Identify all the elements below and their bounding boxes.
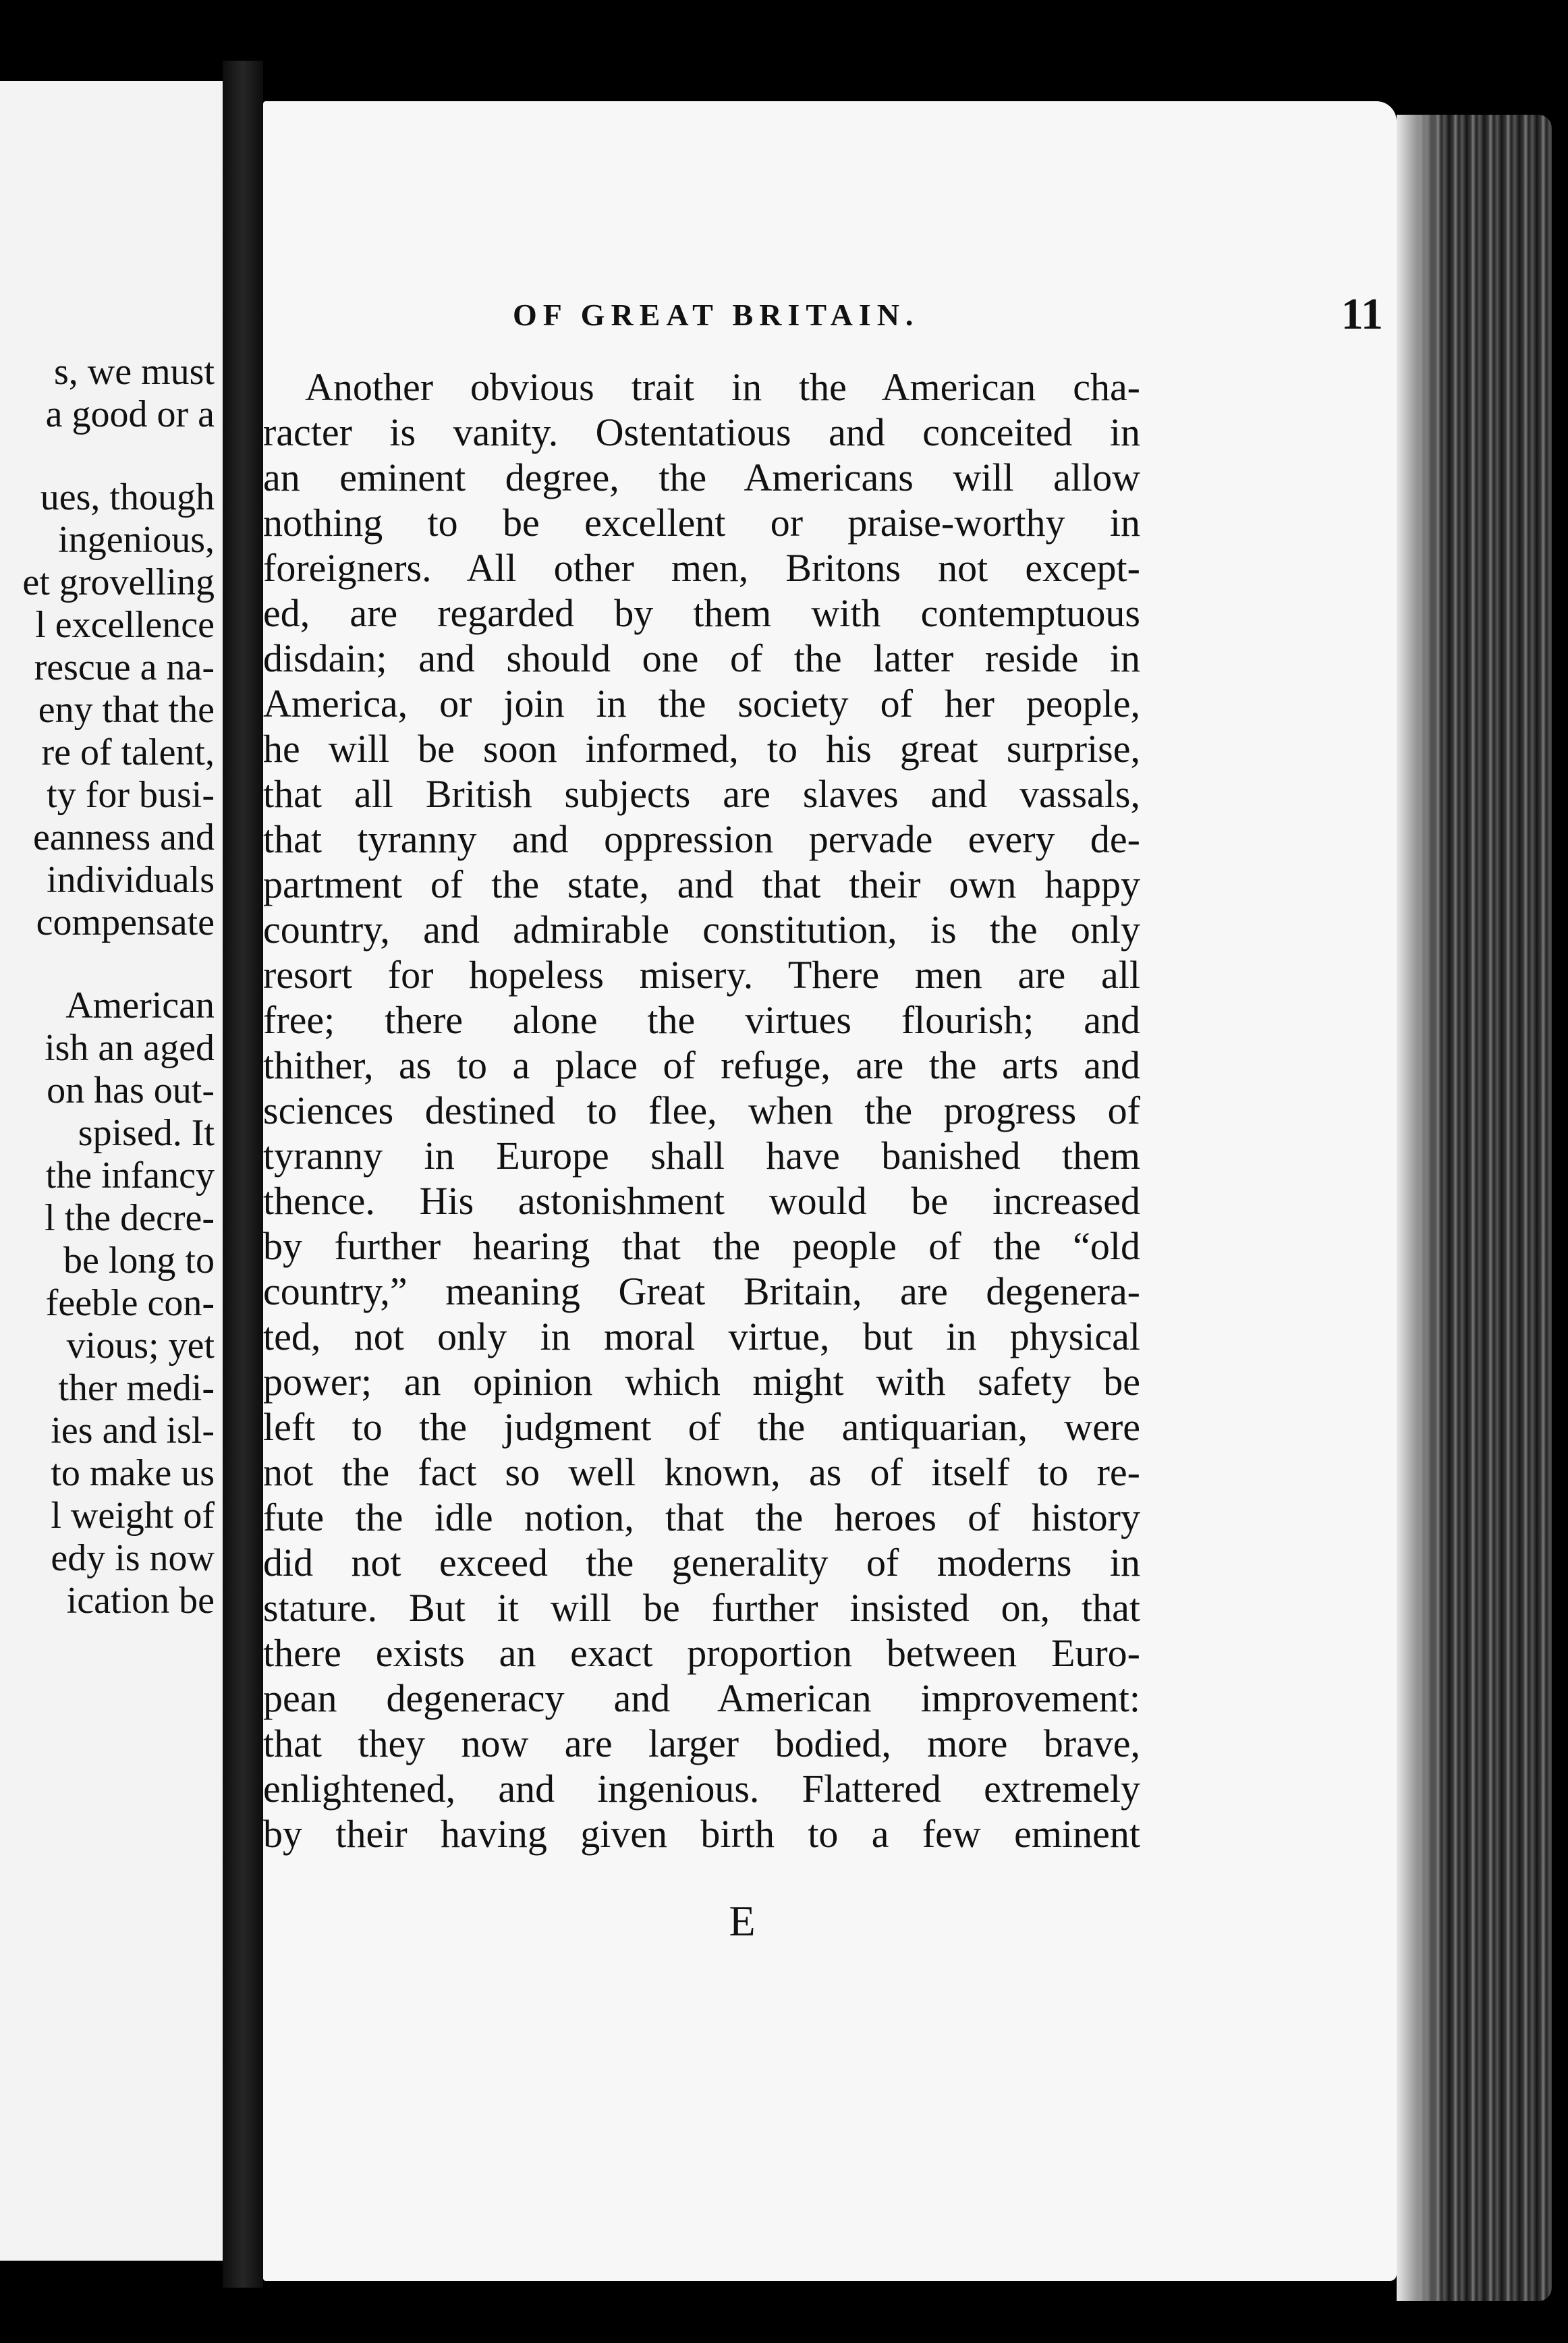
- text-line: country,” meaning Great Britain, are degenera-: [263, 1269, 1140, 1313]
- text-line: racter is vanity. Ostentatious and conceited in: [263, 410, 1140, 454]
- text-line: that they now are larger bodied, more brave,: [263, 1721, 1140, 1765]
- signature-mark: E: [729, 1897, 756, 1945]
- left-page-line: individuals: [47, 859, 215, 901]
- left-page-line: re of talent,: [41, 732, 215, 773]
- left-page-line: [0, 944, 215, 985]
- text-line: nothing to be excellent or praise-worthy in: [263, 501, 1140, 545]
- text-line: an eminent degree, the Americans will allow: [263, 456, 1140, 499]
- left-page-line: a good or a: [45, 393, 215, 435]
- text-line: sciences destined to flee, when the progress of: [263, 1088, 1140, 1132]
- right-page: [263, 101, 1397, 2281]
- left-page-line: ish an aged: [45, 1027, 215, 1069]
- text-line: disdain; and should one of the latter reside in: [263, 636, 1140, 680]
- text-line: foreigners. All other men, Britons not except-: [263, 546, 1140, 590]
- left-page-line: ication be: [66, 1580, 215, 1622]
- text-line: there exists an exact proportion between Euro-: [263, 1631, 1140, 1675]
- left-page-line: feeble con-: [45, 1282, 215, 1324]
- left-page-line: ues, though: [40, 476, 215, 518]
- left-page-line: to make us: [51, 1452, 215, 1494]
- left-page-line: be long to: [63, 1240, 215, 1281]
- text-line: ted, not only in moral virtue, but in physical: [263, 1315, 1140, 1358]
- text-line: did not exceed the generality of moderns in: [263, 1541, 1140, 1584]
- left-page-line: compensate: [36, 902, 215, 943]
- left-page-line: American: [65, 985, 215, 1026]
- text-line: resort for hopeless misery. There men are all: [263, 953, 1140, 997]
- text-line: by their having given birth to a few eminent: [263, 1812, 1140, 1856]
- text-line: country, and admirable constitution, is the only: [263, 908, 1140, 952]
- left-page-line: l the decre-: [45, 1197, 215, 1239]
- left-facing-page: [0, 81, 227, 2261]
- left-page-line: edy is now: [51, 1537, 215, 1579]
- running-head: [513, 290, 1383, 344]
- text-line: power; an opinion which might with safety be: [263, 1360, 1140, 1404]
- text-line: by further hearing that the people of the “old: [263, 1224, 1140, 1268]
- left-page-line: l excellence: [35, 604, 215, 646]
- left-page-line: s, we must: [54, 351, 215, 393]
- text-line: that tyranny and oppression pervade every de-: [263, 817, 1140, 861]
- page-number: 11: [1341, 290, 1383, 339]
- text-line: tyranny in Europe shall have banished them: [263, 1134, 1140, 1178]
- text-line: that all British subjects are slaves and vassals,: [263, 772, 1140, 816]
- text-line: he will be soon informed, to his great surprise,: [263, 727, 1140, 771]
- text-line: free; there alone the virtues flourish; and: [263, 998, 1140, 1042]
- text-line: stature. But it will be further insisted on, that: [263, 1586, 1140, 1630]
- text-line: enlightened, and ingenious. Flattered extremely: [263, 1767, 1140, 1811]
- text-line: left to the judgment of the antiquarian, were: [263, 1405, 1140, 1449]
- text-line: not the fact so well known, as of itself to re-: [263, 1450, 1140, 1494]
- left-page-line: spised. It: [78, 1112, 215, 1154]
- body-text: [263, 364, 1140, 1856]
- left-page-line: the infancy: [45, 1155, 215, 1196]
- text-line: America, or join in the society of her people,: [263, 682, 1140, 725]
- left-page-line: ther medi-: [58, 1367, 215, 1409]
- text-line: fute the idle notion, that the heroes of history: [263, 1495, 1140, 1539]
- left-page-line: eny that the: [38, 689, 215, 731]
- left-page-line: ty for busi-: [47, 774, 215, 816]
- text-line: partment of the state, and that their own happy: [263, 862, 1140, 906]
- text-line: ed, are regarded by them with contemptuous: [263, 591, 1140, 635]
- page-edge-shadow: [1397, 115, 1444, 2301]
- left-page-line: vious; yet: [66, 1325, 215, 1367]
- book-gutter: [223, 61, 263, 2288]
- text-line: pean degeneracy and American improvement:: [263, 1676, 1140, 1720]
- left-page-line: et grovelling: [22, 561, 215, 603]
- text-line: thither, as to a place of refuge, are the arts and: [263, 1043, 1140, 1087]
- left-page-line: [0, 436, 215, 476]
- left-page-line: ies and isl-: [51, 1410, 215, 1452]
- left-page-text-fragments: [0, 351, 215, 1622]
- left-page-line: eanness and: [32, 817, 215, 858]
- left-page-line: ingenious,: [58, 519, 215, 561]
- running-head-title: OF GREAT BRITAIN.: [513, 298, 920, 332]
- text-line: thence. His astonishment would be increased: [263, 1179, 1140, 1223]
- left-page-line: on has out-: [47, 1070, 215, 1111]
- left-page-line: l weight of: [51, 1495, 215, 1537]
- text-line: Another obvious trait in the American cha-: [305, 365, 1140, 409]
- left-page-line: rescue a na-: [34, 646, 215, 688]
